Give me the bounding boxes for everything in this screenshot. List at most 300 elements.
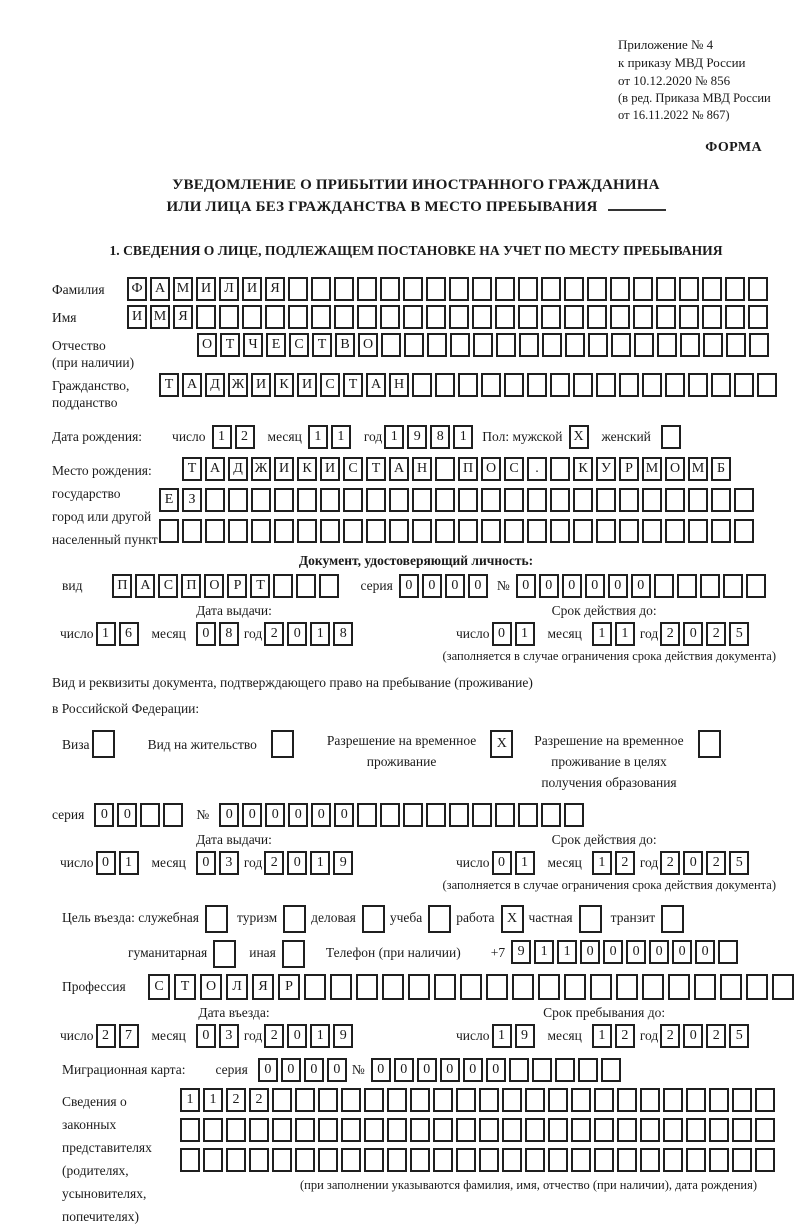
char-cell[interactable] — [343, 488, 363, 512]
char-cell[interactable] — [656, 305, 676, 329]
char-cell[interactable]: 1 — [212, 425, 232, 449]
char-cell[interactable] — [382, 974, 404, 1000]
char-cell[interactable] — [435, 488, 455, 512]
doc-kind-boxes[interactable] — [112, 574, 342, 598]
char-cell[interactable]: 0 — [265, 803, 285, 827]
doc-issue-month-boxes[interactable] — [196, 622, 242, 646]
char-cell[interactable] — [159, 519, 179, 543]
char-cell[interactable]: 2 — [706, 622, 726, 646]
char-cell[interactable]: Л — [219, 277, 239, 301]
char-cell[interactable]: К — [297, 457, 317, 481]
char-cell[interactable]: 0 — [585, 574, 605, 598]
char-cell[interactable]: Р — [227, 574, 247, 598]
char-cell[interactable] — [479, 1118, 499, 1142]
birth-place-line1[interactable] — [182, 457, 757, 481]
char-cell[interactable] — [548, 1088, 568, 1112]
doc-issue-day-boxes[interactable] — [96, 622, 142, 646]
char-cell[interactable]: 9 — [511, 940, 531, 964]
firstname-boxes[interactable] — [127, 305, 771, 329]
char-cell[interactable] — [380, 305, 400, 329]
birth-year-boxes[interactable] — [384, 425, 476, 449]
char-cell[interactable]: А — [182, 373, 202, 397]
char-cell[interactable] — [433, 1148, 453, 1172]
char-cell[interactable] — [640, 1118, 660, 1142]
char-cell[interactable]: 0 — [394, 1058, 414, 1082]
char-cell[interactable] — [573, 519, 593, 543]
char-cell[interactable]: 2 — [660, 851, 680, 875]
char-cell[interactable] — [226, 1148, 246, 1172]
char-cell[interactable] — [519, 333, 539, 357]
char-cell[interactable] — [304, 974, 326, 1000]
char-cell[interactable] — [213, 940, 236, 968]
char-cell[interactable] — [226, 1118, 246, 1142]
char-cell[interactable]: П — [112, 574, 132, 598]
char-cell[interactable] — [479, 1148, 499, 1172]
char-cell[interactable] — [711, 373, 731, 397]
char-cell[interactable]: 0 — [492, 851, 512, 875]
char-cell[interactable] — [504, 519, 524, 543]
char-cell[interactable] — [381, 333, 401, 357]
char-cell[interactable]: 2 — [235, 425, 255, 449]
char-cell[interactable] — [588, 333, 608, 357]
char-cell[interactable] — [680, 333, 700, 357]
char-cell[interactable] — [694, 974, 716, 1000]
char-cell[interactable]: 0 — [287, 622, 307, 646]
char-cell[interactable] — [573, 373, 593, 397]
char-cell[interactable]: 0 — [287, 1024, 307, 1048]
char-cell[interactable] — [458, 373, 478, 397]
char-cell[interactable] — [203, 1148, 223, 1172]
char-cell[interactable] — [548, 1118, 568, 1142]
char-cell[interactable] — [163, 803, 183, 827]
char-cell[interactable]: А — [205, 457, 225, 481]
char-cell[interactable] — [512, 974, 534, 1000]
char-cell[interactable] — [703, 333, 723, 357]
char-cell[interactable]: Я — [173, 305, 193, 329]
char-cell[interactable] — [502, 1148, 522, 1172]
char-cell[interactable] — [456, 1148, 476, 1172]
char-cell[interactable] — [617, 1088, 637, 1112]
char-cell[interactable] — [380, 803, 400, 827]
char-cell[interactable] — [726, 333, 746, 357]
birth-day-boxes[interactable] — [212, 425, 258, 449]
char-cell[interactable]: Ж — [228, 373, 248, 397]
citizenship-boxes[interactable] — [159, 373, 780, 397]
char-cell[interactable]: 2 — [96, 1024, 116, 1048]
char-cell[interactable] — [548, 1148, 568, 1172]
char-cell[interactable] — [364, 1148, 384, 1172]
char-cell[interactable] — [527, 373, 547, 397]
char-cell[interactable]: А — [389, 457, 409, 481]
char-cell[interactable] — [619, 519, 639, 543]
char-cell[interactable] — [640, 1088, 660, 1112]
char-cell[interactable] — [532, 1058, 552, 1082]
char-cell[interactable] — [564, 277, 584, 301]
char-cell[interactable] — [541, 803, 561, 827]
char-cell[interactable]: С — [148, 974, 170, 1000]
char-cell[interactable]: Д — [205, 373, 225, 397]
char-cell[interactable] — [665, 488, 685, 512]
char-cell[interactable] — [525, 1118, 545, 1142]
char-cell[interactable]: 8 — [219, 622, 239, 646]
char-cell[interactable]: 0 — [422, 574, 442, 598]
stay-number-boxes[interactable] — [219, 803, 587, 827]
char-cell[interactable]: 0 — [196, 622, 216, 646]
char-cell[interactable] — [633, 305, 653, 329]
char-cell[interactable]: Ж — [251, 457, 271, 481]
char-cell[interactable] — [619, 488, 639, 512]
char-cell[interactable] — [594, 1148, 614, 1172]
char-cell[interactable]: А — [135, 574, 155, 598]
char-cell[interactable]: В — [335, 333, 355, 357]
char-cell[interactable] — [295, 1118, 315, 1142]
char-cell[interactable]: 1 — [615, 622, 635, 646]
char-cell[interactable] — [619, 373, 639, 397]
purpose-private-checkbox[interactable] — [579, 905, 605, 933]
char-cell[interactable] — [679, 277, 699, 301]
char-cell[interactable]: 1 — [310, 851, 330, 875]
char-cell[interactable]: 8 — [430, 425, 450, 449]
char-cell[interactable]: О — [200, 974, 222, 1000]
char-cell[interactable] — [196, 305, 216, 329]
char-cell[interactable] — [688, 373, 708, 397]
char-cell[interactable] — [601, 1058, 621, 1082]
char-cell[interactable] — [590, 974, 612, 1000]
char-cell[interactable] — [541, 305, 561, 329]
char-cell[interactable]: А — [150, 277, 170, 301]
char-cell[interactable] — [718, 940, 738, 964]
char-cell[interactable] — [318, 1148, 338, 1172]
char-cell[interactable]: 0 — [516, 574, 536, 598]
char-cell[interactable] — [296, 574, 316, 598]
char-cell[interactable]: 2 — [615, 851, 635, 875]
char-cell[interactable] — [180, 1148, 200, 1172]
char-cell[interactable] — [481, 519, 501, 543]
char-cell[interactable]: Т — [159, 373, 179, 397]
char-cell[interactable] — [725, 305, 745, 329]
char-cell[interactable] — [550, 457, 570, 481]
char-cell[interactable] — [205, 905, 228, 933]
char-cell[interactable] — [380, 277, 400, 301]
char-cell[interactable] — [709, 1088, 729, 1112]
doc-valid-year-boxes[interactable] — [660, 622, 752, 646]
char-cell[interactable]: 0 — [631, 574, 651, 598]
char-cell[interactable]: 0 — [492, 622, 512, 646]
char-cell[interactable] — [387, 1118, 407, 1142]
char-cell[interactable] — [661, 905, 684, 933]
char-cell[interactable]: 1 — [308, 425, 328, 449]
char-cell[interactable] — [617, 1148, 637, 1172]
char-cell[interactable]: 1 — [180, 1088, 200, 1112]
char-cell[interactable]: 1 — [515, 622, 535, 646]
char-cell[interactable] — [668, 974, 690, 1000]
char-cell[interactable] — [657, 333, 677, 357]
char-cell[interactable] — [656, 277, 676, 301]
char-cell[interactable] — [688, 519, 708, 543]
char-cell[interactable]: Л — [226, 974, 248, 1000]
char-cell[interactable]: Р — [278, 974, 300, 1000]
char-cell[interactable] — [403, 305, 423, 329]
char-cell[interactable] — [642, 373, 662, 397]
birth-place-line2[interactable] — [159, 488, 757, 512]
char-cell[interactable]: 3 — [219, 1024, 239, 1048]
char-cell[interactable]: 0 — [539, 574, 559, 598]
char-cell[interactable] — [283, 905, 306, 933]
representatives-line3[interactable] — [180, 1148, 778, 1172]
char-cell[interactable] — [92, 730, 115, 758]
char-cell[interactable] — [272, 1118, 292, 1142]
char-cell[interactable] — [734, 519, 754, 543]
char-cell[interactable] — [698, 730, 721, 758]
char-cell[interactable]: 0 — [371, 1058, 391, 1082]
char-cell[interactable]: С — [320, 373, 340, 397]
char-cell[interactable]: 0 — [603, 940, 623, 964]
char-cell[interactable] — [426, 277, 446, 301]
doc-series-boxes[interactable] — [399, 574, 491, 598]
char-cell[interactable]: К — [274, 373, 294, 397]
char-cell[interactable]: 0 — [117, 803, 137, 827]
char-cell[interactable] — [573, 488, 593, 512]
char-cell[interactable] — [610, 305, 630, 329]
char-cell[interactable] — [748, 277, 768, 301]
char-cell[interactable] — [702, 277, 722, 301]
char-cell[interactable] — [357, 305, 377, 329]
char-cell[interactable]: 1 — [203, 1088, 223, 1112]
visa-checkbox[interactable] — [92, 730, 118, 758]
char-cell[interactable] — [610, 277, 630, 301]
char-cell[interactable]: А — [366, 373, 386, 397]
char-cell[interactable] — [412, 373, 432, 397]
char-cell[interactable] — [634, 333, 654, 357]
char-cell[interactable] — [587, 305, 607, 329]
char-cell[interactable] — [527, 519, 547, 543]
char-cell[interactable] — [711, 519, 731, 543]
char-cell[interactable] — [228, 519, 248, 543]
char-cell[interactable] — [481, 373, 501, 397]
char-cell[interactable]: 0 — [417, 1058, 437, 1082]
char-cell[interactable]: 0 — [608, 574, 628, 598]
char-cell[interactable] — [357, 277, 377, 301]
char-cell[interactable]: 0 — [196, 851, 216, 875]
char-cell[interactable]: 0 — [626, 940, 646, 964]
char-cell[interactable] — [319, 574, 339, 598]
char-cell[interactable] — [550, 519, 570, 543]
char-cell[interactable]: 8 — [333, 622, 353, 646]
char-cell[interactable] — [272, 1148, 292, 1172]
char-cell[interactable] — [504, 373, 524, 397]
char-cell[interactable] — [481, 488, 501, 512]
char-cell[interactable] — [180, 1118, 200, 1142]
char-cell[interactable]: П — [181, 574, 201, 598]
char-cell[interactable]: Т — [220, 333, 240, 357]
char-cell[interactable]: Ч — [243, 333, 263, 357]
char-cell[interactable] — [611, 333, 631, 357]
char-cell[interactable]: 1 — [592, 851, 612, 875]
char-cell[interactable] — [295, 1088, 315, 1112]
patronymic-boxes[interactable] — [197, 333, 772, 357]
char-cell[interactable]: 0 — [287, 851, 307, 875]
representatives-line2[interactable] — [180, 1118, 778, 1142]
char-cell[interactable]: И — [196, 277, 216, 301]
sex-male-checkbox[interactable] — [569, 425, 592, 449]
char-cell[interactable] — [702, 305, 722, 329]
surname-boxes[interactable] — [127, 277, 771, 301]
char-cell[interactable]: 2 — [706, 851, 726, 875]
char-cell[interactable] — [205, 519, 225, 543]
char-cell[interactable]: 1 — [492, 1024, 512, 1048]
purpose-study-checkbox[interactable] — [428, 905, 454, 933]
char-cell[interactable] — [596, 373, 616, 397]
char-cell[interactable] — [755, 1088, 775, 1112]
char-cell[interactable]: Е — [159, 488, 179, 512]
profession-boxes[interactable] — [148, 974, 798, 1000]
entry-day-boxes[interactable] — [96, 1024, 142, 1048]
char-cell[interactable] — [387, 1088, 407, 1112]
char-cell[interactable]: 0 — [399, 574, 419, 598]
char-cell[interactable] — [616, 974, 638, 1000]
char-cell[interactable] — [502, 1088, 522, 1112]
char-cell[interactable] — [403, 277, 423, 301]
char-cell[interactable] — [427, 333, 447, 357]
char-cell[interactable] — [746, 574, 766, 598]
char-cell[interactable] — [410, 1088, 430, 1112]
char-cell[interactable]: X — [501, 905, 524, 933]
char-cell[interactable]: О — [197, 333, 217, 357]
char-cell[interactable] — [387, 1148, 407, 1172]
char-cell[interactable] — [594, 1088, 614, 1112]
char-cell[interactable]: 0 — [281, 1058, 301, 1082]
char-cell[interactable]: 2 — [226, 1088, 246, 1112]
char-cell[interactable] — [755, 1118, 775, 1142]
char-cell[interactable] — [642, 488, 662, 512]
stay-issue-day-boxes[interactable] — [96, 851, 142, 875]
char-cell[interactable]: Б — [711, 457, 731, 481]
char-cell[interactable] — [665, 373, 685, 397]
char-cell[interactable] — [725, 277, 745, 301]
char-cell[interactable] — [677, 574, 697, 598]
char-cell[interactable]: З — [182, 488, 202, 512]
char-cell[interactable] — [525, 1148, 545, 1172]
char-cell[interactable] — [734, 488, 754, 512]
char-cell[interactable]: 0 — [327, 1058, 347, 1082]
char-cell[interactable] — [249, 1118, 269, 1142]
char-cell[interactable] — [732, 1088, 752, 1112]
char-cell[interactable]: 0 — [468, 574, 488, 598]
sex-female-checkbox[interactable] — [661, 425, 684, 449]
char-cell[interactable]: 1 — [331, 425, 351, 449]
char-cell[interactable]: 0 — [486, 1058, 506, 1082]
char-cell[interactable]: 0 — [258, 1058, 278, 1082]
char-cell[interactable]: И — [274, 457, 294, 481]
mc-series-boxes[interactable] — [258, 1058, 350, 1082]
birth-month-boxes[interactable] — [308, 425, 354, 449]
char-cell[interactable] — [357, 803, 377, 827]
doc-valid-day-boxes[interactable] — [492, 622, 538, 646]
char-cell[interactable] — [456, 1118, 476, 1142]
char-cell[interactable] — [282, 940, 305, 968]
char-cell[interactable]: 0 — [288, 803, 308, 827]
char-cell[interactable]: 0 — [304, 1058, 324, 1082]
stay-valid-month-boxes[interactable] — [592, 851, 638, 875]
char-cell[interactable] — [140, 803, 160, 827]
stay-until-month-boxes[interactable] — [592, 1024, 638, 1048]
char-cell[interactable] — [518, 803, 538, 827]
char-cell[interactable] — [495, 803, 515, 827]
char-cell[interactable] — [734, 373, 754, 397]
char-cell[interactable]: X — [490, 730, 513, 758]
char-cell[interactable] — [242, 305, 262, 329]
char-cell[interactable]: Ф — [127, 277, 147, 301]
char-cell[interactable]: 2 — [706, 1024, 726, 1048]
entry-year-boxes[interactable] — [264, 1024, 356, 1048]
temp-residence-checkbox[interactable] — [490, 730, 516, 758]
char-cell[interactable]: 1 — [515, 851, 535, 875]
char-cell[interactable] — [272, 1088, 292, 1112]
char-cell[interactable]: 0 — [672, 940, 692, 964]
char-cell[interactable] — [686, 1118, 706, 1142]
char-cell[interactable] — [433, 1118, 453, 1142]
char-cell[interactable]: С — [343, 457, 363, 481]
char-cell[interactable] — [709, 1118, 729, 1142]
char-cell[interactable] — [688, 488, 708, 512]
birth-place-line3[interactable] — [159, 519, 757, 543]
char-cell[interactable] — [596, 519, 616, 543]
char-cell[interactable]: 0 — [334, 803, 354, 827]
char-cell[interactable]: 1 — [384, 425, 404, 449]
char-cell[interactable] — [318, 1118, 338, 1142]
char-cell[interactable] — [320, 519, 340, 543]
char-cell[interactable] — [518, 305, 538, 329]
char-cell[interactable]: 9 — [515, 1024, 535, 1048]
char-cell[interactable]: С — [289, 333, 309, 357]
doc-valid-month-boxes[interactable] — [592, 622, 638, 646]
char-cell[interactable]: М — [688, 457, 708, 481]
char-cell[interactable] — [732, 1118, 752, 1142]
char-cell[interactable] — [410, 1148, 430, 1172]
char-cell[interactable] — [456, 1088, 476, 1112]
char-cell[interactable] — [550, 373, 570, 397]
char-cell[interactable]: 1 — [534, 940, 554, 964]
char-cell[interactable]: 9 — [333, 1024, 353, 1048]
char-cell[interactable] — [538, 974, 560, 1000]
char-cell[interactable] — [433, 1088, 453, 1112]
char-cell[interactable]: О — [204, 574, 224, 598]
char-cell[interactable] — [473, 333, 493, 357]
char-cell[interactable] — [389, 488, 409, 512]
char-cell[interactable] — [364, 1118, 384, 1142]
char-cell[interactable] — [408, 974, 430, 1000]
char-cell[interactable]: И — [320, 457, 340, 481]
char-cell[interactable] — [341, 1148, 361, 1172]
char-cell[interactable] — [450, 333, 470, 357]
char-cell[interactable] — [495, 277, 515, 301]
representatives-line1[interactable] — [180, 1088, 778, 1112]
char-cell[interactable]: X — [569, 425, 589, 449]
char-cell[interactable] — [579, 905, 602, 933]
char-cell[interactable] — [458, 488, 478, 512]
char-cell[interactable]: 2 — [660, 1024, 680, 1048]
char-cell[interactable] — [449, 803, 469, 827]
purpose-official-checkbox[interactable] — [205, 905, 231, 933]
char-cell[interactable] — [472, 803, 492, 827]
char-cell[interactable]: 1 — [119, 851, 139, 875]
char-cell[interactable] — [428, 905, 451, 933]
char-cell[interactable] — [251, 519, 271, 543]
char-cell[interactable]: 2 — [264, 1024, 284, 1048]
char-cell[interactable] — [265, 305, 285, 329]
char-cell[interactable] — [509, 1058, 529, 1082]
char-cell[interactable]: 0 — [196, 1024, 216, 1048]
